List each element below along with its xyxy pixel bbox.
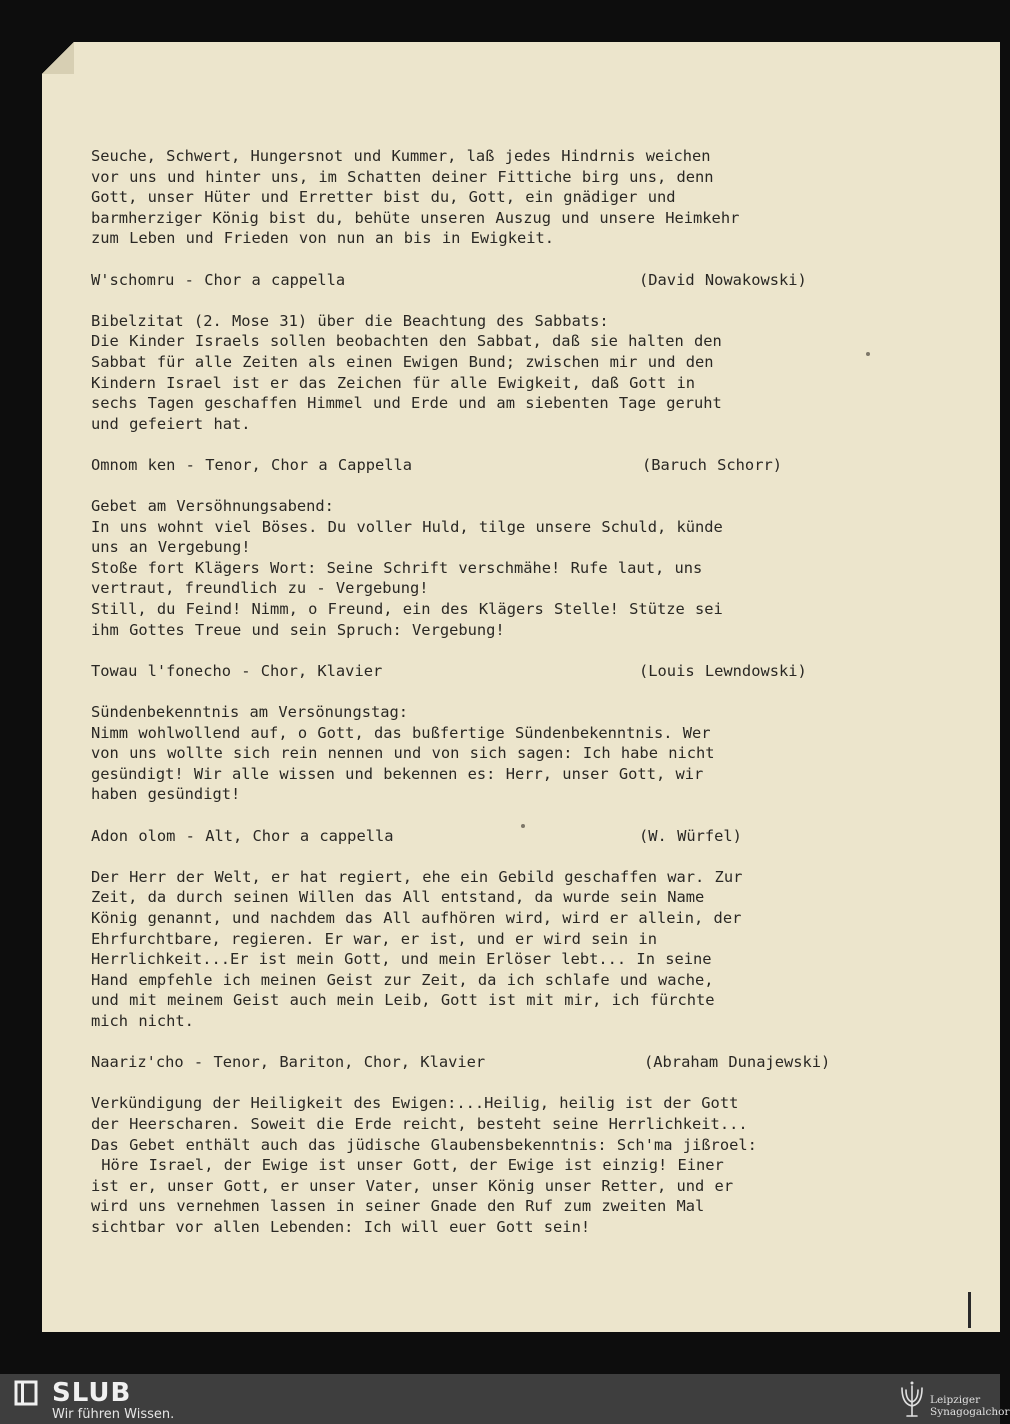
text-line: uns an Vergebung!	[91, 538, 251, 557]
composer-name: (W. Würfel)	[639, 826, 742, 845]
text-line: der Heerscharen. Soweit die Erde reicht, besteht seine Herrlichkeit...	[91, 1114, 748, 1133]
scan-edge-mark	[968, 1292, 971, 1328]
text-line: sichtbar vor allen Lebenden: Ich will euer Gott sein!	[91, 1217, 591, 1236]
piece-title: Omnom ken - Tenor, Chor a Cappella	[91, 455, 413, 474]
text-line: barmherziger König bist du, behüte unseren Auszug und unsere Heimkehr	[91, 208, 740, 227]
text-paragraph	[91, 311, 891, 435]
paragraph-gap	[91, 681, 891, 702]
paragraph-gap	[91, 434, 891, 455]
text-line: Der Herr der Welt, er hat regiert, ehe ein Gebild geschaffen war. Zur	[91, 867, 743, 886]
piece-title: Towau l'fonecho - Chor, Klavier	[91, 661, 383, 680]
piece-title: Adon olom - Alt, Chor a cappella	[91, 826, 394, 845]
text-line: Sabbat für alle Zeiten als einen Ewigen Bund; zwischen mir und den	[91, 352, 714, 371]
paragraph-gap	[91, 846, 891, 867]
piece-title: W'schomru - Chor a cappella	[91, 270, 346, 289]
text-line: Seuche, Schwert, Hungersnot und Kummer, laß jedes Hindrnis weichen	[91, 147, 711, 165]
text-line: Sündenbekenntnis am Versönungstag:	[91, 703, 409, 722]
composer-name: (Baruch Schorr)	[642, 455, 782, 474]
text-line: Verkündigung der Heiligkeit des Ewigen:...Heilig, heilig ist der Gott	[91, 1094, 739, 1113]
text-line: und gefeiert hat.	[91, 414, 251, 433]
document-body	[91, 146, 891, 1237]
piece-title-row	[91, 455, 891, 476]
choir-logo-line1: Leipziger	[930, 1394, 981, 1406]
text-line: haben gesündigt!	[91, 785, 241, 804]
text-line: Gebet am Versöhnungsabend:	[91, 497, 334, 516]
paragraph-gap	[91, 249, 891, 270]
text-line: gesündigt! Wir alle wissen und bekennen es: Herr, unser Gott, wir	[91, 764, 704, 783]
library-name: SLUB	[52, 1378, 132, 1408]
text-line: mich nicht.	[91, 1011, 194, 1030]
paragraph-gap	[91, 805, 891, 826]
text-paragraph	[91, 702, 891, 805]
paragraph-gap	[91, 1032, 891, 1053]
text-line: Stoße fort Klägers Wort: Seine Schrift verschmähe! Rufe laut, uns	[91, 558, 703, 577]
paragraph-gap	[91, 640, 891, 661]
text-paragraph	[91, 1093, 891, 1237]
piece-title: Naariz'cho - Tenor, Bariton, Chor, Klavier	[91, 1053, 486, 1072]
text-line: Zeit, da durch seinen Willen das All entstand, da wurde sein Name	[91, 888, 705, 907]
text-paragraph	[91, 867, 891, 1032]
paragraph-gap	[91, 476, 891, 497]
paragraph-gap	[91, 1073, 891, 1094]
text-line: vertraut, freundlich zu - Vergebung!	[91, 579, 429, 598]
piece-title-row	[91, 661, 891, 682]
composer-name: (Abraham Dunajewski)	[644, 1053, 831, 1072]
choir-logo-line2: Synagogalchor	[930, 1406, 1010, 1418]
text-paragraph	[91, 146, 891, 249]
text-line: In uns wohnt viel Böses. Du voller Huld, tilge unsere Schuld, künde	[91, 517, 723, 536]
text-line: zum Leben und Frieden von nun an bis in Ewigkeit.	[91, 229, 555, 248]
text-line: Hand empfehle ich meinen Geist zur Zeit, da ich schlafe und wache,	[91, 970, 714, 989]
composer-name: (Louis Lewndowski)	[639, 661, 807, 680]
text-line: wird uns vernehmen lassen in seiner Gnade den Ruf zum zweiten Mal	[91, 1197, 705, 1216]
text-line: sechs Tagen geschaffen Himmel und Erde und am siebenten Tage geruht	[91, 394, 722, 413]
piece-title-row	[91, 270, 891, 291]
text-line: Nimm wohlwollend auf, o Gott, das bußfertige Sündenbekenntnis. Wer	[91, 723, 711, 742]
text-line: Ehrfurchtbare, regieren. Er war, er ist, und er wird sein in	[91, 929, 657, 948]
text-line: ist er, unser Gott, er unser Vater, unser König unser Retter, und er	[91, 1176, 734, 1195]
composer-name: (David Nowakowski)	[639, 270, 807, 289]
text-paragraph	[91, 496, 891, 640]
piece-title-row	[91, 1052, 891, 1073]
text-line: Kindern Israel ist er das Zeichen für alle Ewigkeit, daß Gott in	[91, 373, 696, 392]
text-line: von uns wollte sich rein nennen und von sich sagen: Ich habe nicht	[91, 744, 715, 763]
paragraph-gap	[91, 290, 891, 311]
footer-bar	[0, 1374, 1010, 1424]
choir-logo-text	[930, 1394, 1010, 1418]
text-line: Das Gebet enthält auch das jüdische Glaubensbekenntnis: Sch'ma jißroel:	[91, 1135, 757, 1154]
text-line: König genannt, und nachdem das All aufhören wird, wird er allein, der	[91, 908, 742, 927]
text-line: vor uns und hinter uns, im Schatten deiner Fittiche birg uns, denn	[91, 167, 714, 186]
folded-corner	[42, 42, 74, 74]
text-line: Herrlichkeit...Er ist mein Gott, und mein Erlöser lebt... In seine	[91, 950, 712, 969]
piece-title-row	[91, 826, 891, 847]
text-line: Bibelzitat (2. Mose 31) über die Beachtung des Sabbats:	[91, 311, 609, 330]
text-line: und mit meinem Geist auch mein Leib, Gott ist mit mir, ich fürchte	[91, 991, 715, 1010]
text-line: Höre Israel, der Ewige ist unser Gott, der Ewige ist einzig! Einer	[91, 1156, 724, 1175]
menorah-logo-icon	[898, 1378, 926, 1420]
text-line: Still, du Feind! Nimm, o Freund, ein des Klägers Stelle! Stütze sei	[91, 600, 723, 619]
text-line: Gott, unser Hüter und Erretter bist du, Gott, ein gnädiger und	[91, 188, 676, 207]
text-line: ihm Gottes Treue und sein Spruch: Vergebung!	[91, 620, 505, 639]
slub-logo-icon	[14, 1380, 38, 1406]
library-tagline: Wir führen Wissen.	[52, 1407, 175, 1422]
text-line: Die Kinder Israels sollen beobachten den Sabbat, daß sie halten den	[91, 332, 722, 351]
